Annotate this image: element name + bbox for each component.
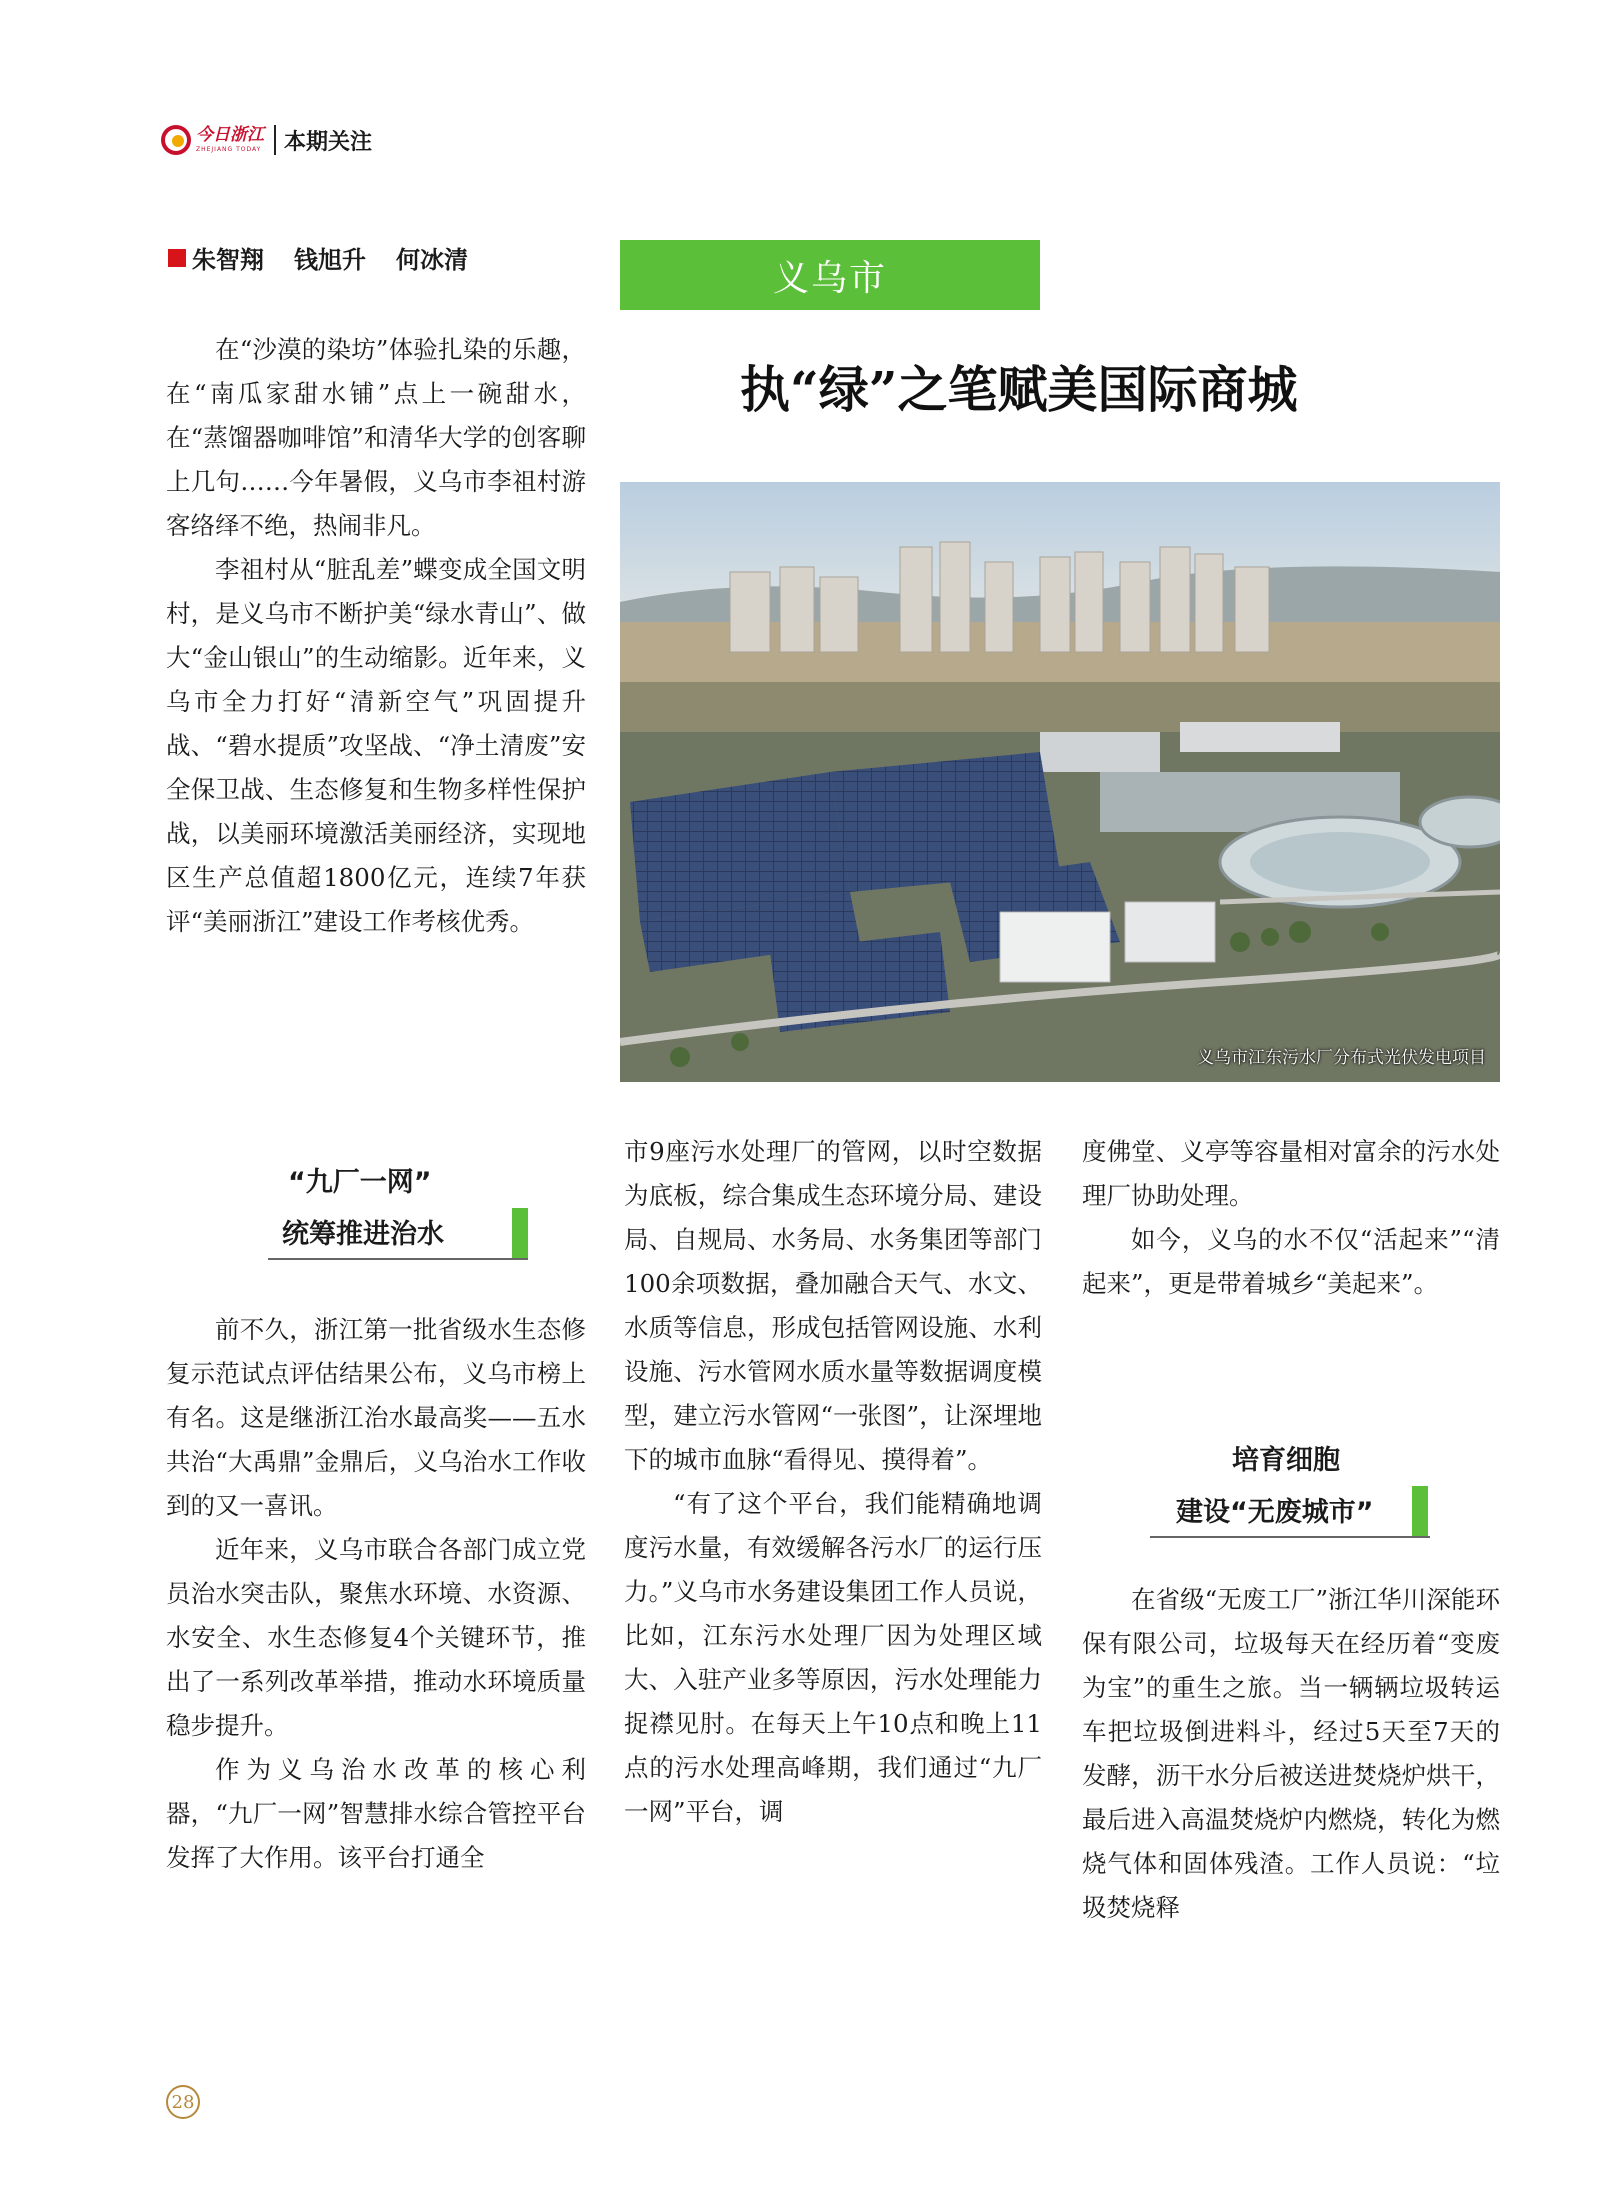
paragraph: 在“沙漠的染坊”体验扎染的乐趣，在“南瓜家甜水铺”点上一碗甜水，在“蒸馏器咖啡馆”和清华大学的创客聊上几句……今年暑假，义乌市李祖村游客络绎不绝，热闹非凡。 xyxy=(166,335,586,540)
subhead-jiuchang-yiwang xyxy=(190,1160,530,1280)
subhead-rule xyxy=(1150,1536,1430,1538)
paragraph: 度佛堂、义亭等容量相对富余的污水处理厂协助处理。 xyxy=(1082,1137,1500,1210)
solar-plant-illustration xyxy=(620,482,1500,1082)
header-divider xyxy=(274,125,276,155)
paragraph: 前不久，浙江第一批省级水生态修复示范试点评估结果公布，义乌市榜上有名。这是继浙江治水最高奖——五水共治“大禹鼎”金鼎后，义乌治水工作收到的又一喜讯。 xyxy=(166,1315,586,1520)
paragraph: 在省级“无废工厂”浙江华川深能环保有限公司，垃圾每天在经历着“变废为宝”的重生之旅。当一辆辆垃圾转运车把垃圾倒进料斗，经过5天至7天的发酵，沥干水分后被送进焚烧炉烘干，最后进入高温焚烧炉内燃烧，转化为燃烧气体和固体残渣。工作人员说：“垃圾焚烧释 xyxy=(1082,1585,1500,1922)
byline-marker-icon xyxy=(168,249,186,267)
logo-text: 今日浙江 xyxy=(196,125,264,145)
author-name: 钱旭升 xyxy=(294,246,366,274)
subhead-line-2: 统筹推进治水 xyxy=(282,1219,444,1250)
logo-subtext: ZHEJIANG TODAY xyxy=(196,146,262,153)
article-column-3-bottom xyxy=(1082,1578,1500,1930)
article-column-1-bottom xyxy=(166,1308,586,1880)
article-column-1-top xyxy=(166,328,586,944)
subhead-line-1: 培育细胞 xyxy=(1232,1445,1340,1476)
author-name: 朱智翔 xyxy=(192,246,264,274)
subhead-wufei-chengshi xyxy=(1150,1438,1490,1558)
paragraph: “有了这个平台，我们能精确地调度污水量，有效缓解各污水厂的运行压力。”义乌市水务建设集团工作人员说，比如，江东污水处理厂因为处理区域大、入驻产业多等原因，污水处理能力捉襟见肘。在每天上午10点和晚上11点的污水处理高峰期，我们通过“九厂一网”平台，调 xyxy=(624,1489,1042,1826)
subhead-accent-bar xyxy=(512,1208,528,1260)
zhejiang-today-logo xyxy=(160,124,264,156)
paragraph: 市9座污水处理厂的管网，以时空数据为底板，综合集成生态环境分局、建设局、自规局、水务局、水务集团等部门100余项数据，叠加融合天气、水文、水质等信息，形成包括管网设施、水利设施、污水管网水质水量等数据调度模型，建立污水管网“一张图”，让深埋地下的城市血脉“看得见、摸得着”。 xyxy=(624,1137,1042,1474)
logo-swirl-icon xyxy=(160,124,192,156)
city-banner: 义乌市 xyxy=(620,240,1040,310)
author-name: 何冰清 xyxy=(396,246,468,274)
page-header xyxy=(160,120,372,160)
subhead-line-1: “九厂一网” xyxy=(288,1167,432,1198)
article-column-3-top xyxy=(1082,1130,1500,1306)
paragraph: 李祖村从“脏乱差”蝶变成全国文明村，是义乌市不断护美“绿水青山”、做大“金山银山”的生动缩影。近年来，义乌市全力打好“清新空气”巩固提升战、“碧水提质”攻坚战、“净土清废”安全保卫战、生态修复和生物多样性保护战，以美丽环境激活美丽经济，实现地区生产总值超1800亿元，连续7年获评“美丽浙江”建设工作考核优秀。 xyxy=(166,555,586,936)
subhead-rule xyxy=(268,1258,528,1260)
subhead-line-2: 建设“无废城市” xyxy=(1176,1497,1374,1528)
photo-caption: 义乌市江东污水厂分布式光伏发电项目 xyxy=(1197,1048,1486,1068)
paragraph: 如今，义乌的水不仅“活起来”“清起来”，更是带着城乡“美起来”。 xyxy=(1082,1225,1500,1298)
paragraph: 作为义乌治水改革的核心利器，“九厂一网”智慧排水综合管控平台发挥了大作用。该平台打通全 xyxy=(166,1755,586,1872)
byline xyxy=(168,240,498,275)
page-number: 28 xyxy=(166,2085,200,2119)
article-title: 执“绿”之笔赋美国际商城 xyxy=(740,360,1298,419)
paragraph: 近年来，义乌市联合各部门成立党员治水突击队，聚焦水环境、水资源、水安全、水生态修复4个关键环节，推出了一系列改革举措，推动水环境质量稳步提升。 xyxy=(166,1535,586,1740)
article-column-2 xyxy=(624,1130,1042,1834)
section-name: 本期关注 xyxy=(284,129,373,155)
aerial-photo xyxy=(620,482,1500,1082)
subhead-accent-bar xyxy=(1412,1486,1428,1538)
